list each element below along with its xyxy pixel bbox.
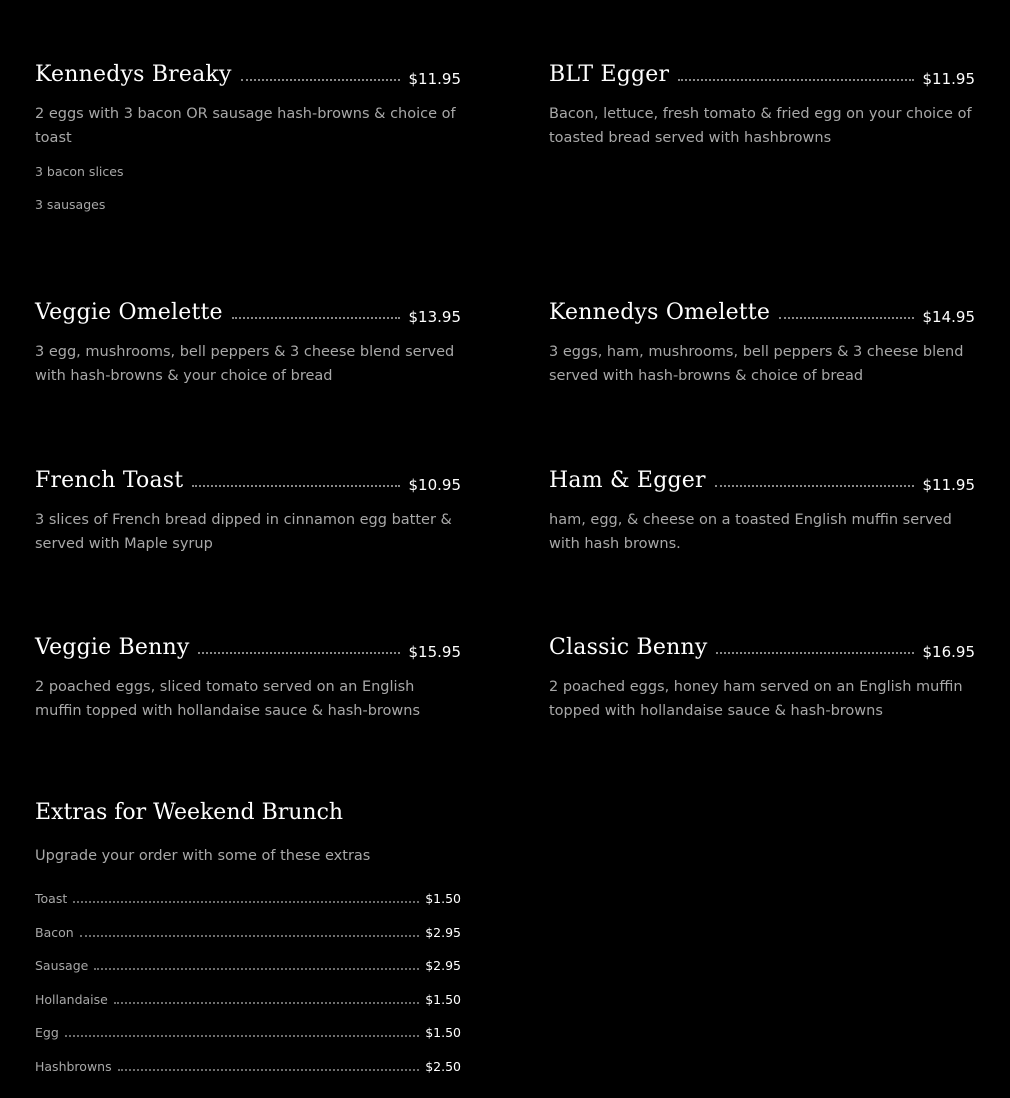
menu-item-name: Veggie Benny [35,635,190,660]
extra-name: Bacon [35,924,74,940]
extra-price: $1.50 [425,1025,461,1040]
menu-item-french-toast [35,465,461,556]
menu-item-description: 3 egg, mushrooms, bell peppers & 3 cheese blend served with hash-browns & your choice of bread [35,344,455,384]
extra-name: Hashbrowns [35,1058,112,1074]
menu-item-price: $11.95 [922,70,975,88]
menu-item-description: ham, egg, & cheese on a toasted English muffin served with hash browns. [549,512,952,552]
menu-item-name: French Toast [35,468,184,493]
menu-item-kennedys-omelette [549,297,975,388]
menu-item-header [549,632,975,662]
menu-item-name: BLT Egger [549,62,670,87]
menu-item-veggie-omelette [35,297,461,388]
dotted-leader [678,79,913,81]
extras-list [35,887,461,1088]
menu-item-price: $13.95 [408,308,461,326]
extras-row [35,1021,461,1041]
menu-item-name: Classic Benny [549,635,708,660]
menu-item-header [549,59,975,89]
menu-item-price: $11.95 [408,70,461,88]
extra-price: $1.50 [425,891,461,906]
menu-item-option: 3 sausages [35,197,106,212]
dotted-leader [241,79,400,81]
dotted-leader [716,652,913,654]
menu-item-kennedys-breaky [35,59,461,213]
menu-item-price: $11.95 [922,476,975,494]
dotted-leader [65,1035,419,1037]
menu-item-header [549,465,975,495]
menu-item-description: Bacon, lettuce, fresh tomato & fried egg on your choice of toasted bread served with hashbrowns [549,106,972,146]
extras-row [35,954,461,974]
extra-price: $2.95 [425,958,461,973]
extra-name: Toast [35,891,68,906]
menu-item-description: 2 eggs with 3 bacon OR sausage hash-browns & choice of toast [35,106,456,146]
menu-item-description: 3 eggs, ham, mushrooms, bell peppers & 3 cheese blend served with hash-browns & choice of bread [549,344,964,384]
dotted-leader [114,1002,419,1004]
menu-item-price: $16.95 [922,643,975,661]
extra-price: $1.50 [425,991,461,1007]
extras-row [35,988,461,1008]
menu-item-header [35,59,461,89]
extra-name: Hollandaise [35,991,108,1007]
extras-section-title: Extras for Weekend Brunch [35,800,344,825]
menu-item-name: Veggie Omelette [35,300,223,325]
menu-item-description: 2 poached eggs, honey ham served on an English muffin topped with hollandaise sauce & hash-browns [549,679,963,719]
menu-item-ham-egger [549,465,975,556]
extra-price: $2.95 [425,924,461,940]
extra-price: $2.50 [425,1058,461,1074]
menu-item-blt-egger [549,59,975,150]
menu-item-header [35,297,461,327]
dotted-leader [779,317,913,319]
extras-row [35,1055,461,1075]
dotted-leader [232,317,400,319]
dotted-leader [715,485,914,487]
menu-item-price: $15.95 [408,643,461,661]
menu-item-classic-benny [549,632,975,723]
menu-item-header [35,632,461,662]
menu-item-header [35,465,461,495]
menu-item-veggie-benny [35,632,461,723]
menu-item-name: Kennedys Omelette [549,300,771,325]
menu-item-header [549,297,975,327]
menu-item-price: $10.95 [408,476,461,494]
dotted-leader [192,485,399,487]
extras-row [35,887,461,907]
extras-row [35,921,461,941]
dotted-leader [94,968,419,970]
menu-item-option: 3 bacon slices [35,164,124,179]
dotted-leader [198,652,399,654]
dotted-leader [118,1069,420,1071]
extras-section-subtitle: Upgrade your order with some of these extras [35,848,371,864]
menu-item-name: Ham & Egger [549,468,706,493]
menu-item-price: $14.95 [922,308,975,326]
menu-item-description: 2 poached eggs, sliced tomato served on an English muffin topped with hollandaise sauce & hash-browns [35,679,421,719]
dotted-leader [73,901,419,903]
extra-name: Egg [35,1025,59,1040]
menu-item-name: Kennedys Breaky [35,62,232,87]
dotted-leader [80,935,420,937]
menu-item-description: 3 slices of French bread dipped in cinnamon egg batter & served with Maple syrup [35,512,452,552]
extra-name: Sausage [35,958,89,973]
